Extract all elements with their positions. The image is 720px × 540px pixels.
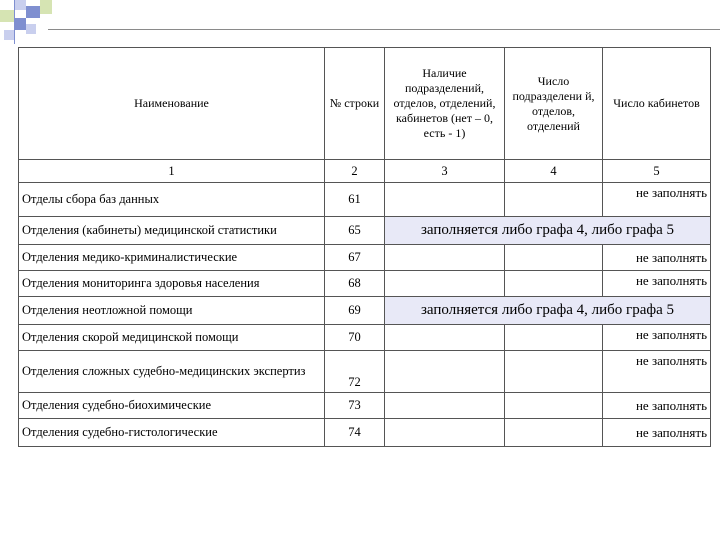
row-name: Отделения медико-криминалистические: [19, 245, 325, 271]
row-name: Отделения мониторинга здоровья населения: [19, 271, 325, 297]
cell-col4[interactable]: [505, 325, 603, 351]
row-code: 65: [325, 217, 385, 245]
decor-horizontal-line: [48, 29, 720, 30]
row-note: не заполнять: [603, 325, 711, 351]
row-fill-instruction: заполняется либо графа 4, либо графа 5: [385, 297, 711, 325]
cell-col3[interactable]: [385, 351, 505, 393]
departments-table: [18, 47, 711, 447]
table-row: [19, 217, 711, 245]
cell-col3[interactable]: [385, 325, 505, 351]
cell-col4[interactable]: [505, 393, 603, 419]
cell-col3[interactable]: [385, 419, 505, 447]
header-cabinets-count: Число кабинетов: [603, 48, 711, 160]
row-fill-instruction: заполняется либо графа 4, либо графа 5: [385, 217, 711, 245]
row-code: 69: [325, 297, 385, 325]
row-code: 61: [325, 183, 385, 217]
table-row: [19, 325, 711, 351]
row-name: Отделения скорой медицинской помощи: [19, 325, 325, 351]
column-number: 4: [505, 160, 603, 183]
column-number: 5: [603, 160, 711, 183]
row-code: 74: [325, 419, 385, 447]
table-row: [19, 351, 711, 393]
cell-col3[interactable]: [385, 271, 505, 297]
table-row: [19, 271, 711, 297]
row-name: Отделения (кабинеты) медицинской статистики: [19, 217, 325, 245]
row-name: Отделения судебно-гистологические: [19, 419, 325, 447]
header-row-number: № строки: [325, 48, 385, 160]
cell-col4[interactable]: [505, 183, 603, 217]
cell-col3[interactable]: [385, 183, 505, 217]
row-code: 67: [325, 245, 385, 271]
row-note: не заполнять: [603, 183, 711, 217]
row-note: не заполнять: [603, 393, 711, 419]
row-name: Отделения судебно-биохимические: [19, 393, 325, 419]
header-name: Наименование: [19, 48, 325, 160]
row-code: 73: [325, 393, 385, 419]
cell-col3[interactable]: [385, 393, 505, 419]
column-numbers-row: [19, 160, 711, 183]
row-code: 72: [325, 351, 385, 393]
column-number: 3: [385, 160, 505, 183]
header-units-count: Число подразделени й, отделов, отделений: [505, 48, 603, 160]
column-number: 2: [325, 160, 385, 183]
row-name: Отделения неотложной помощи: [19, 297, 325, 325]
slide-corner-decoration: [0, 0, 60, 50]
table-row: [19, 297, 711, 325]
row-note: не заполнять: [603, 245, 711, 271]
table-header-row: [19, 48, 711, 160]
row-note: не заполнять: [603, 419, 711, 447]
row-note: не заполнять: [603, 351, 711, 393]
table-row: [19, 245, 711, 271]
cell-col4[interactable]: [505, 351, 603, 393]
table-row: [19, 183, 711, 217]
header-availability: Наличие подразделений, отделов, отделений, кабинетов (нет – 0, есть - 1): [385, 48, 505, 160]
cell-col4[interactable]: [505, 271, 603, 297]
cell-col4[interactable]: [505, 245, 603, 271]
cell-col4[interactable]: [505, 419, 603, 447]
row-note: не заполнять: [603, 271, 711, 297]
table-row: [19, 393, 711, 419]
column-number: 1: [19, 160, 325, 183]
table-row: [19, 419, 711, 447]
row-name: Отделения сложных судебно-медицинских экспертиз: [19, 351, 325, 393]
decor-vertical-line: [14, 0, 15, 44]
cell-col3[interactable]: [385, 245, 505, 271]
row-code: 68: [325, 271, 385, 297]
row-code: 70: [325, 325, 385, 351]
row-name: Отделы сбора баз данных: [19, 183, 325, 217]
